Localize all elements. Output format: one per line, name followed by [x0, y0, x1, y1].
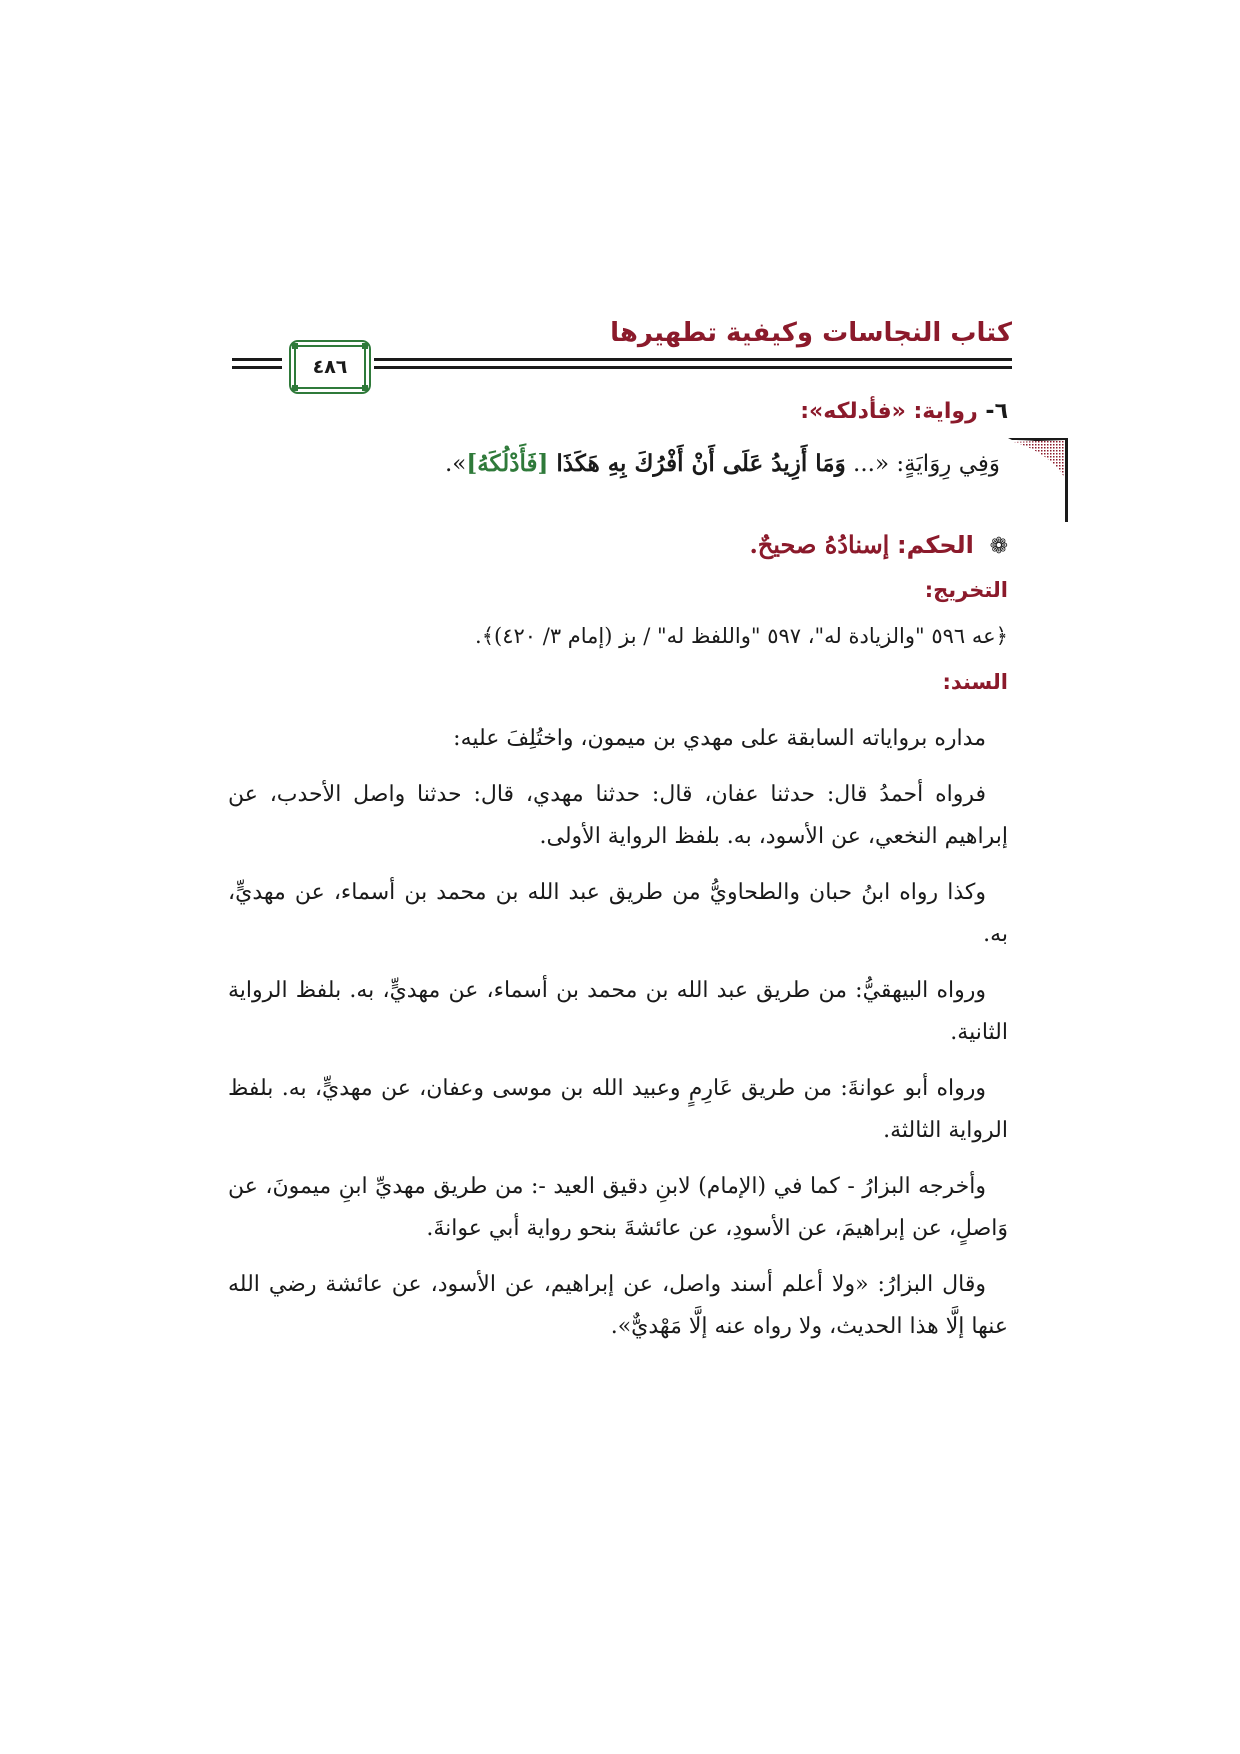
takhrij-heading: التخريج:: [924, 578, 1008, 602]
paragraph: مداره برواياته السابقة على مهدي بن ميمون، واختُلِفَ عليه:: [453, 726, 986, 751]
paragraph: وأخرجه البزارُ - كما في (الإمام) لابنِ دقيق العيد -: من طريق مهديِّ ابنِ ميمونَ، عن وَاصلٍ، عن إبراهيمَ، عن الأسودِ، عن عائشةَ بنحو رواية أبي عوانةَ.: [228, 1174, 1008, 1241]
quote-matn: وَمَا أَزِيدُ عَلَى أَنْ أَفْرُكَ بِهِ هَكَذَا: [548, 450, 846, 477]
section-number: ٦-: [985, 399, 1008, 424]
quote-text: [445, 444, 1000, 484]
paragraph: ورواه أبو عوانةَ: من طريق عَارِمٍ وعبيد الله بن موسى وعفان، عن مهديٍّ، به. بلفظ الرواية الثالثة.: [228, 1076, 1008, 1143]
quote-corner-ornament-icon: [1008, 438, 1068, 522]
flower-ornament-icon: ❁: [989, 534, 1008, 559]
paragraph: وكذا رواه ابنُ حبان والطحاويُّ من طريق عبد الله بن محمد بن أسماء، عن مهديٍّ، به.: [228, 880, 1008, 947]
paragraph: ورواه البيهقيُّ: من طريق عبد الله بن محمد بن أسماء، عن مهديٍّ، به. بلفظ الرواية الثانية.: [228, 978, 1008, 1045]
takhrij-text: ﴿عه ٥٩٦ "والزيادة له"، ٥٩٧ "واللفظ له" / بز (إمام ٣/ ٤٢٠)﴾.: [475, 624, 1008, 648]
quote-intro: وَفِي رِوَايَةٍ: «...: [845, 451, 1000, 477]
ruling: [228, 522, 1008, 568]
quote-addition: [فَأَدْلُكَهُ]: [466, 450, 549, 477]
section-title: رواية: «فأدلكه»:: [800, 399, 978, 424]
section-heading: [228, 392, 1008, 432]
page-number: ٤٨٦: [312, 356, 348, 378]
hadith-quote: [228, 438, 1008, 516]
page-header: [232, 318, 1012, 388]
paragraph: فرواه أحمدُ قال: حدثنا عفان، قال: حدثنا مهدي، قال: حدثنا واصل الأحدب، عن إبراهيم النخعي، عن الأسود، به. بلفظ الرواية الأولى.: [228, 782, 1008, 849]
book-title: كتاب النجاسات وكيفية تطهيرها: [610, 318, 1012, 348]
page-number-badge: [294, 345, 366, 389]
sanad-heading: السند:: [942, 670, 1008, 694]
ruling-value: إسنادُهُ صحيحٌ.: [749, 530, 890, 559]
paragraph: وقال البزارُ: «ولا أعلم أسند واصل، عن إبراهيم، عن الأسود، عن عائشة رضي الله عنها إلَّا هذا الحديث، ولا رواه عنه إلَّا مَهْديٌّ».: [228, 1272, 1008, 1339]
ruling-label: الحكم:: [897, 531, 974, 559]
quote-close: ».: [444, 451, 467, 477]
page-content: [228, 392, 1008, 1362]
sanad-body: [228, 718, 1008, 1348]
